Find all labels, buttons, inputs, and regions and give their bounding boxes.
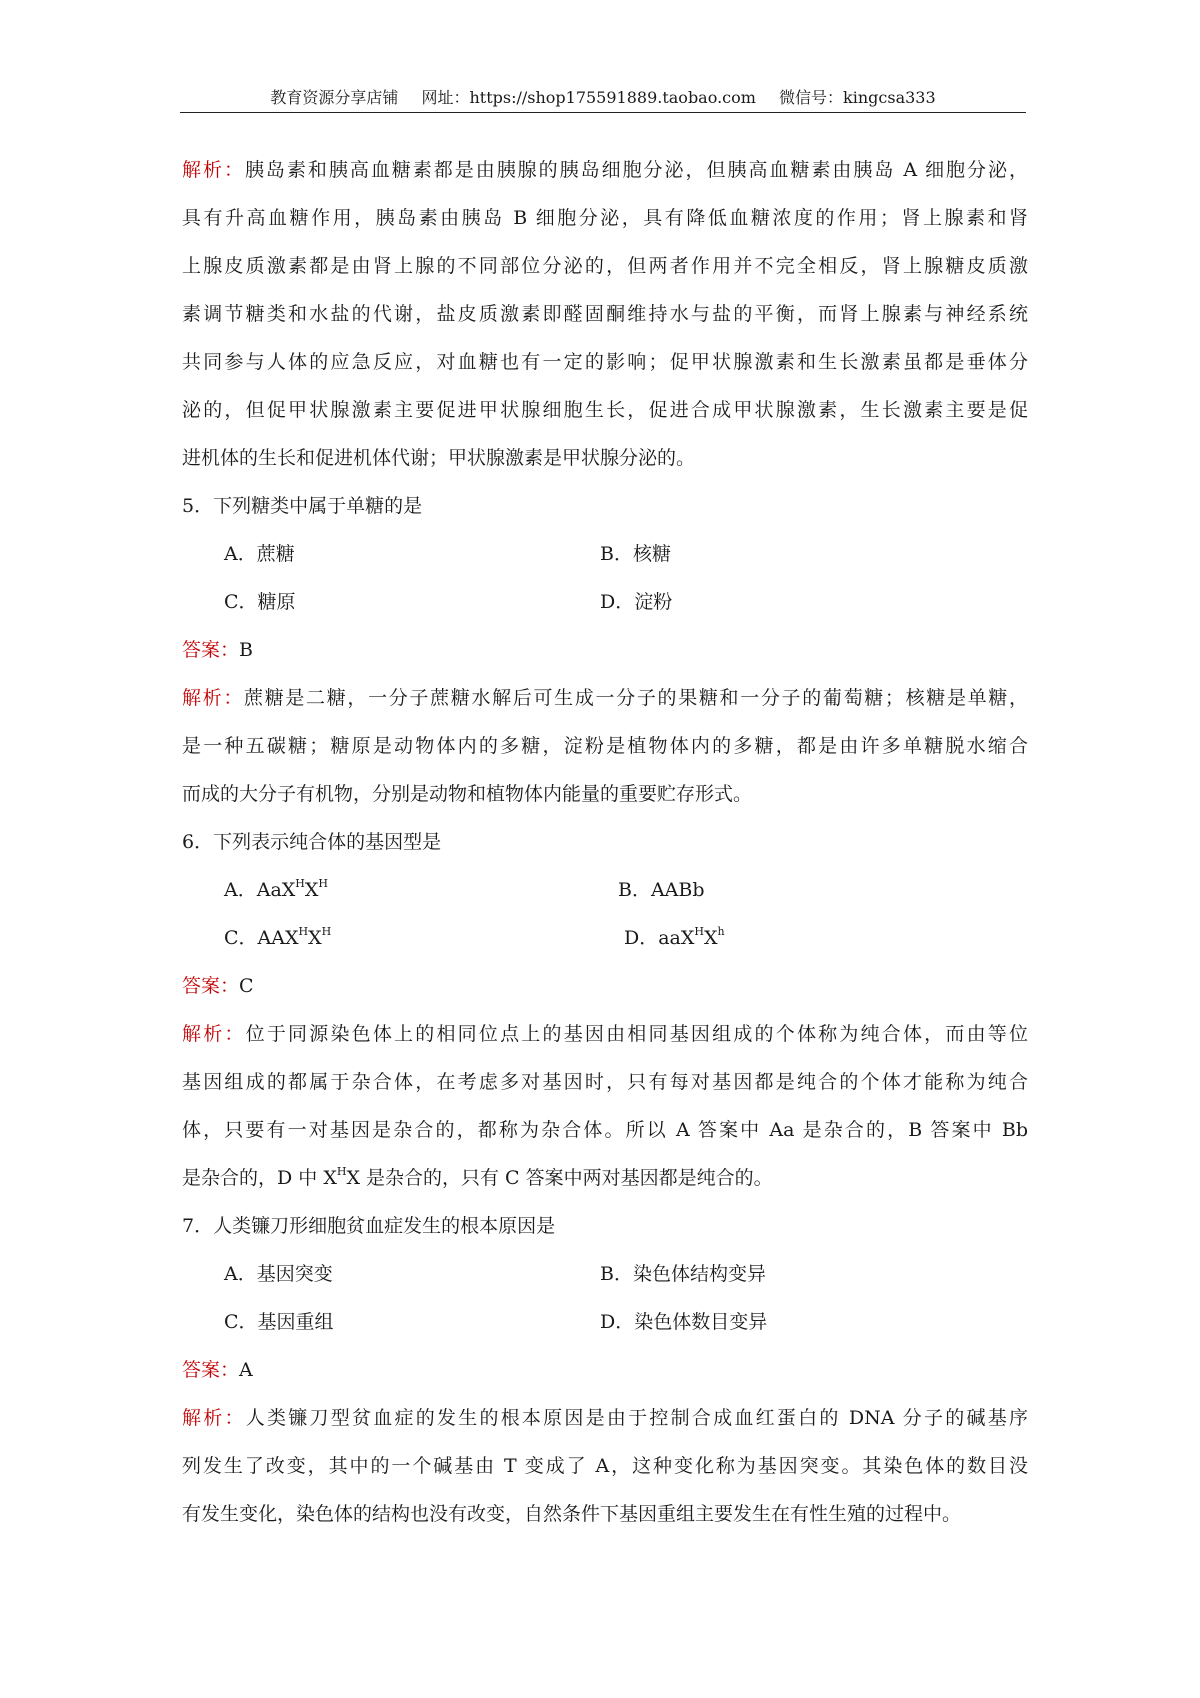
q5-option-b: B．核糖 <box>600 543 671 565</box>
analysis4-line: 具有升高血糖作用，胰岛素由胰岛 B 细胞分泌，具有降低血糖浓度的作用；肾上腺素和肾 <box>182 207 1028 229</box>
analysis4-line: 素调节糖类和水盐的代谢，盐皮质激素即醛固酮维持水与盐的平衡，而肾上腺素与神经系统 <box>182 303 1028 325</box>
q5-option-a: A．蔗糖 <box>224 543 295 565</box>
q6-option-b: B．AABb <box>618 879 705 901</box>
q5-answer: 答案：B <box>182 639 253 661</box>
page-header <box>180 84 1026 112</box>
analysis-label: 解析： <box>182 159 245 181</box>
analysis4-line: 进机体的生长和促进机体代谢；甲状腺激素是甲状腺分泌的。 <box>182 447 696 469</box>
q6-analysis-line: 基因组成的都属于杂合体，在考虑多对基因时，只有每对基因都是纯合的个体才能称为纯合 <box>182 1071 1028 1093</box>
header-rule <box>180 112 1026 113</box>
header-url[interactable]: 网址：https://shop175591889.taobao.com <box>421 88 756 107</box>
q6-analysis-line: 解析：位于同源染色体上的相同位点上的基因由相同基因组成的个体称为纯合体，而由等位 <box>182 1023 1028 1045</box>
question-5-stem: 5．下列糖类中属于单糖的是 <box>182 495 423 517</box>
analysis4-line: 上腺皮质激素都是由肾上腺的不同部位分泌的，但两者作用并不完全相反，肾上腺糖皮质激 <box>182 255 1028 277</box>
q7-option-d: D．染色体数目变异 <box>600 1311 768 1333</box>
q7-analysis-line: 列发生了改变，其中的一个碱基由 T 变成了 A，这种变化称为基因突变。其染色体的数目没 <box>182 1455 1028 1477</box>
q6-option-c: C．$AAX^HX^H$ <box>224 924 332 949</box>
q7-option-a: A．基因突变 <box>224 1263 333 1285</box>
analysis4-line: 泌的，但促甲状腺激素主要促进甲状腺细胞生长，促进合成甲状腺激素，生长激素主要是促 <box>182 399 1028 421</box>
q5-option-d: D．淀粉 <box>600 591 673 613</box>
header-wechat: 微信号：kingcsa333 <box>779 88 936 107</box>
q7-analysis-line: 解析：人类镰刀型贫血症的发生的根本原因是由于控制合成血红蛋白的 DNA 分子的碱基序 <box>182 1407 1028 1429</box>
header-shop: 教育资源分享店铺 <box>270 88 399 107</box>
q5-analysis-line: 解析：蔗糖是二糖，一分子蔗糖水解后可生成一分子的果糖和一分子的葡萄糖；核糖是单糖， <box>182 687 1028 709</box>
q7-answer: 答案：A <box>182 1359 253 1381</box>
q5-analysis-line: 是一种五碳糖；糖原是动物体内的多糖，淀粉是植物体内的多糖，都是由许多单糖脱水缩合 <box>182 735 1028 757</box>
q6-answer: 答案：C <box>182 975 254 997</box>
q6-analysis-line: 是杂合的，D 中 $X^HX$ 是杂合的，只有 C 答案中两对基因都是纯合的。 <box>182 1164 773 1189</box>
q6-analysis-line: 体，只要有一对基因是杂合的，都称为杂合体。所以 A 答案中 Aa 是杂合的，B 答案中 Bb <box>182 1119 1028 1141</box>
q6-option-a: A．$AaX^HX^H$ <box>224 876 329 901</box>
analysis4-line: 共同参与人体的应急反应，对血糖也有一定的影响；促甲状腺激素和生长激素虽都是垂体分 <box>182 351 1028 373</box>
q5-analysis-line: 而成的大分子有机物，分别是动物和植物体内能量的重要贮存形式。 <box>182 783 753 805</box>
q7-analysis-line: 有发生变化，染色体的结构也没有改变，自然条件下基因重组主要发生在有性生殖的过程中。 <box>182 1503 962 1525</box>
analysis4-line: 解析：胰岛素和胰高血糖素都是由胰腺的胰岛细胞分泌，但胰高血糖素由胰岛 A 细胞分泌， <box>182 159 1028 181</box>
q5-option-c: C．糖原 <box>224 591 296 613</box>
question-6-stem: 6．下列表示纯合体的基因型是 <box>182 831 442 853</box>
q7-option-c: C．基因重组 <box>224 1311 334 1333</box>
q7-option-b: B．染色体结构变异 <box>600 1263 766 1285</box>
question-7-stem: 7．人类镰刀形细胞贫血症发生的根本原因是 <box>182 1215 556 1237</box>
q6-option-d: D．$aaX^HX^h$ <box>624 924 725 949</box>
